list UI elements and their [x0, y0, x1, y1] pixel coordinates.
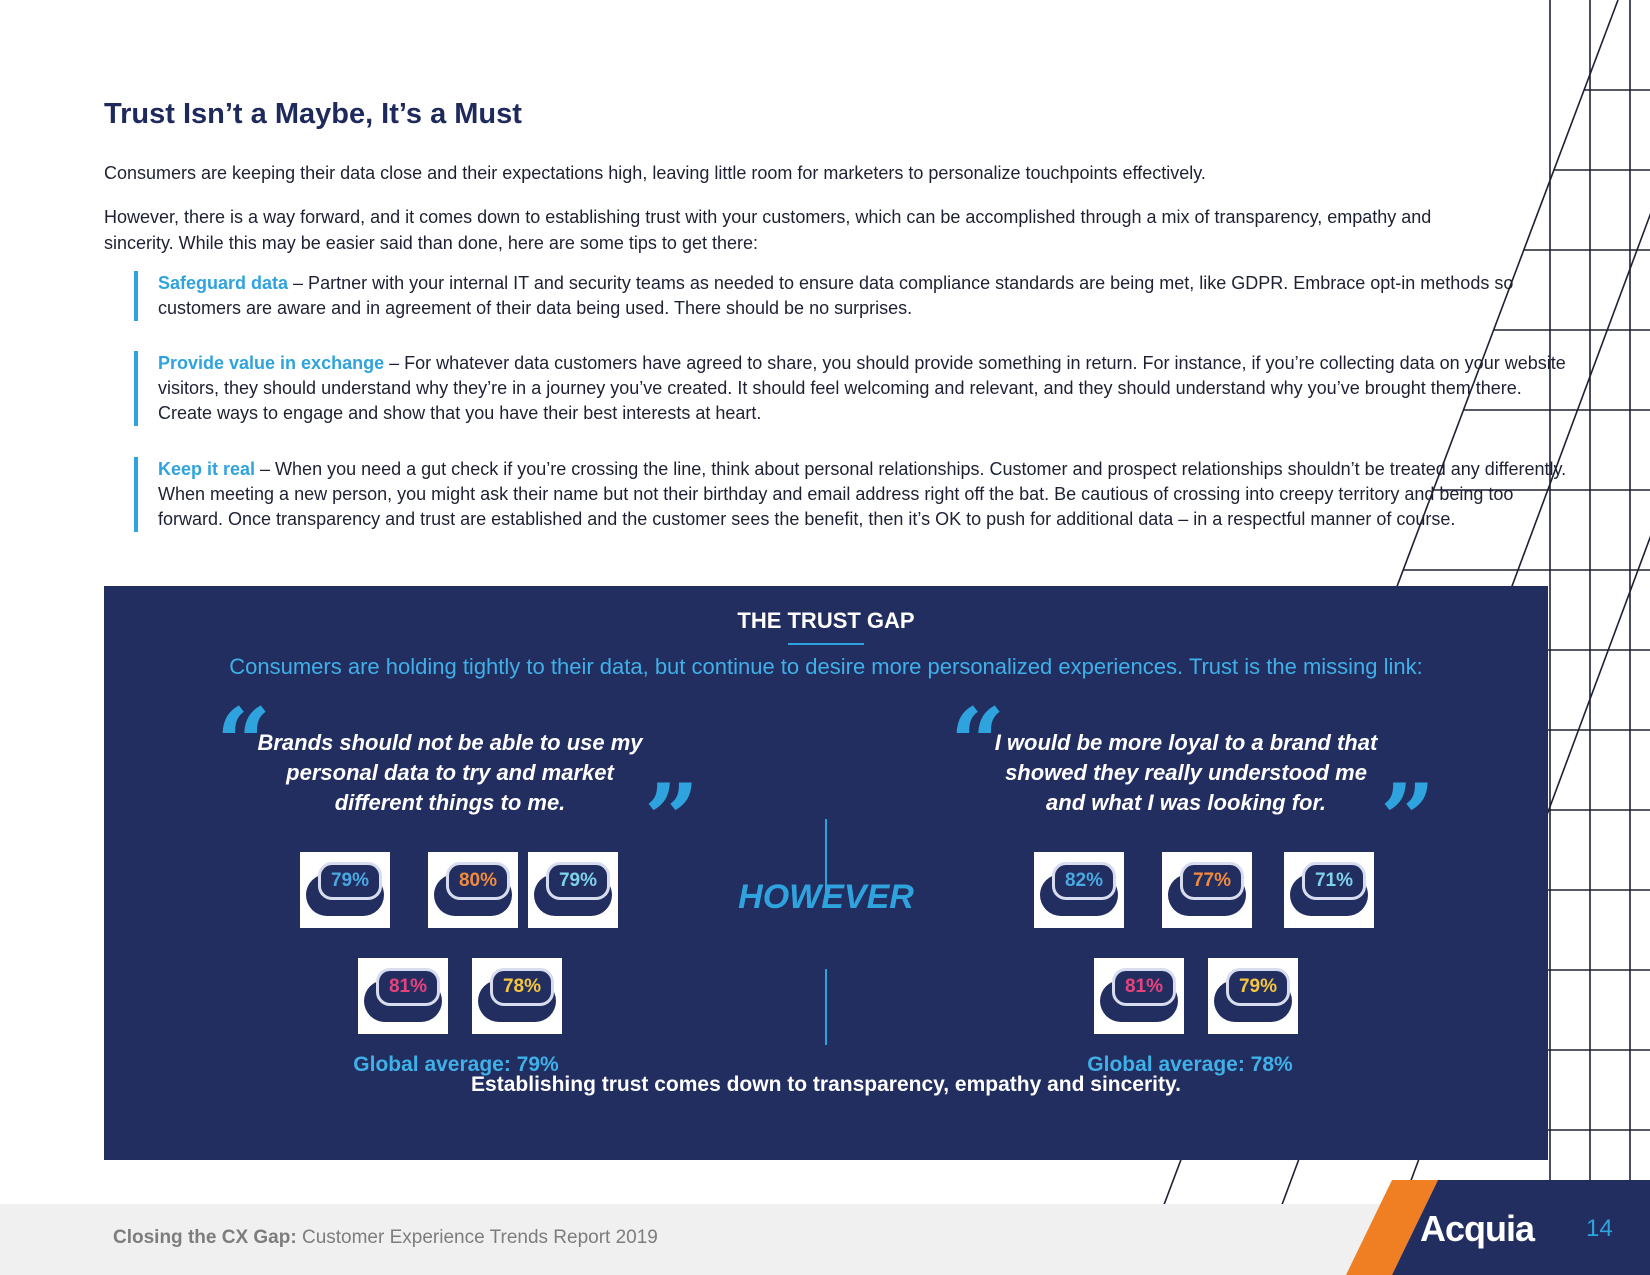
stat-value: 82% [1052, 862, 1116, 900]
stat-value: 81% [1112, 968, 1176, 1006]
page-number: 14 [1586, 1215, 1613, 1242]
right-quote: I would be more loyal to a brand that showed they really understood me and what I was looking for. [994, 730, 1378, 815]
panel-subtitle: Consumers are holding tightly to their data, but continue to desire more personalized experiences. Trust is the missing link: [229, 654, 1423, 679]
left-quote: Brands should not be able to use my personal data to try and market different things to me. [257, 730, 643, 815]
close-quote-icon: ” [1380, 763, 1436, 876]
tip-text: – For whatever data customers have agreed to share, you should provide something in return. For instance, if you’re collecting data on your website visitors, they should understand why they’re in a journey you’ve created. It should feel welcoming and relevant, and they should understand why you’ve brought them there. Create ways to engage and show that you have their best interests at heart. [158, 353, 1566, 423]
context-paragraph: However, there is a way forward, and it comes down to establishing trust with your customers, which can be accomplished through a mix of transparency, empathy and sincerity. While this may be easier said than done, here are some tips to get there: [104, 207, 1432, 253]
stat-value: 78% [490, 968, 554, 1006]
stat-value: 79% [546, 862, 610, 900]
tip-text: – When you need a gut check if you’re crossing the line, think about personal relationships. Customer and prospect relationships shouldn’t be treated any differently. When meeting a new person, you might ask their name but not their birthday and email address right off the bat. Be cautious of crossing into creepy territory and being too forward. Once transparency and trust are established and the customer sees the benefit, then it’s OK to push for additional data – in a respectful manner of course. [158, 459, 1567, 529]
stat-badge [1162, 852, 1252, 928]
panel-title: THE TRUST GAP [737, 608, 915, 633]
stat-badge [528, 852, 618, 928]
tip-provide-value [134, 351, 1578, 426]
global-average-left: Global average: 79% [353, 1053, 559, 1076]
stat-badge [1284, 852, 1374, 928]
panel-footer: Establishing trust comes down to transparency, empathy and sincerity. [471, 1073, 1181, 1096]
stat-value: 81% [376, 968, 440, 1006]
trust-gap-panel [104, 586, 1548, 1160]
divider-line [825, 969, 827, 1045]
intro-paragraph: Consumers are keeping their data close and their expectations high, leaving little room for marketers to personalize touchpoints effectively. [104, 163, 1206, 183]
page-title: Trust Isn’t a Maybe, It’s a Must [104, 98, 522, 130]
stat-badge [1034, 852, 1124, 928]
stat-badge [1094, 958, 1184, 1034]
stat-value: 80% [446, 862, 510, 900]
acquia-logo: Acquia [1420, 1208, 1535, 1249]
report-title-bold: Closing the CX Gap: [113, 1227, 297, 1248]
close-quote-icon: ” [644, 763, 700, 876]
stat-value: 79% [1226, 968, 1290, 1006]
tip-keep-it-real [134, 457, 1578, 532]
title-underline [788, 643, 864, 645]
open-quote-icon: “ [216, 687, 272, 800]
stat-badge [300, 852, 390, 928]
stat-value: 77% [1180, 862, 1244, 900]
report-title-rest: Customer Experience Trends Report 2019 [296, 1227, 658, 1248]
report-title [113, 1227, 658, 1249]
stat-value: 79% [318, 862, 382, 900]
tip-safeguard-data [134, 271, 1578, 321]
stat-badge [428, 852, 518, 928]
tip-lead: Safeguard data [158, 273, 289, 293]
global-average-right: Global average: 78% [1087, 1053, 1293, 1076]
stat-badge [1208, 958, 1298, 1034]
stat-value: 71% [1302, 862, 1366, 900]
tip-text: – Partner with your internal IT and security teams as needed to ensure data compliance standards are being met, like GDPR. Embrace opt-in methods so customers are aware and in agreement of their data being used. There should be no surprises. [158, 273, 1514, 318]
tip-lead: Provide value in exchange [158, 353, 385, 373]
tip-lead: Keep it real [158, 459, 256, 479]
however-label: HOWEVER [738, 878, 914, 916]
open-quote-icon: “ [950, 687, 1006, 800]
stat-badge [358, 958, 448, 1034]
stat-badge [472, 958, 562, 1034]
